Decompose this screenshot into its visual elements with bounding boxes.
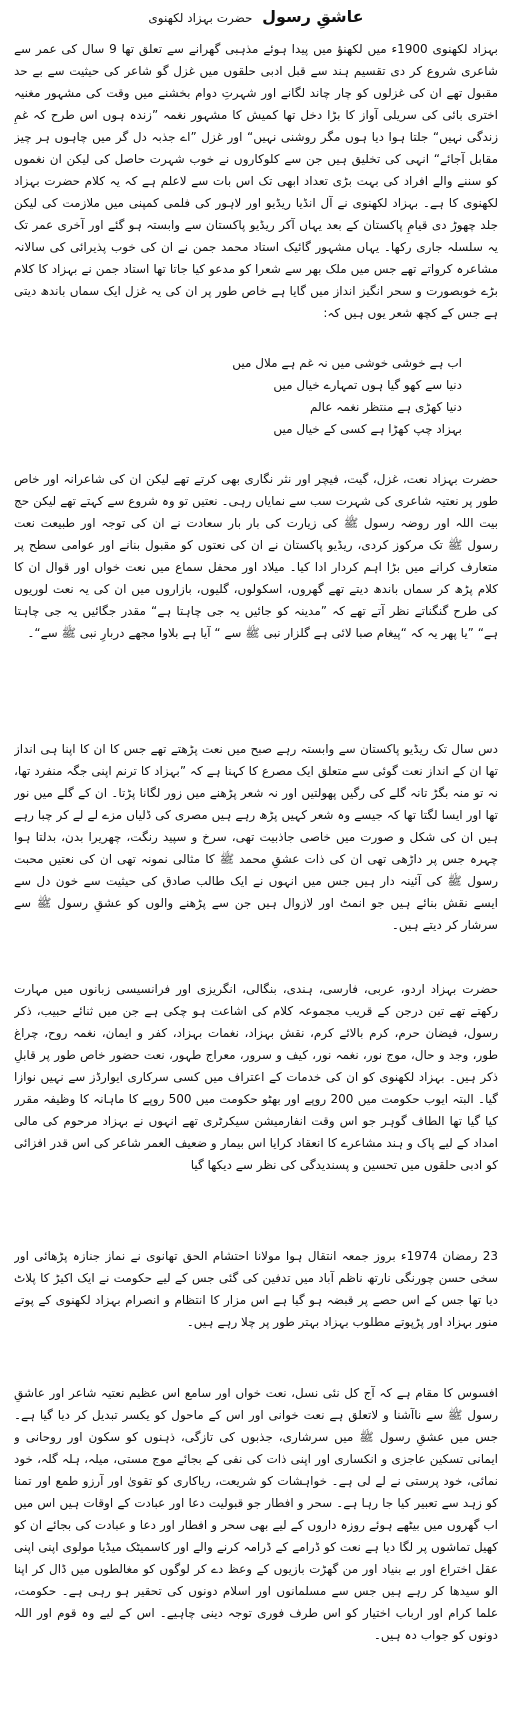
paragraph-3-text: دس سال تک ریڈیو پاکستان سے وابستہ رہے صبح میں نعت پڑھتے تھے جس کا ان کا اپنا ہی انداز تھا ان کے انداز نعت گوئی سے متعلق ایک مصرع کا کہنا ہے کہ ”بہزاد کا ترنم اپنی جگہ منفرد تھا، نہ تو منہ بگڑ تانہ گلے کی رگیں پھولتیں اور نہ شعر پڑھنے میں زور لگانا پڑتا۔ ان کے گلے میں نور تھا اور ایسا لگتا تھا کہ جیسے وہ شعر کہیں پڑھ رہے ہیں مصری کی ڈلیاں مزے لے لے کر چبا رہے ہیں ان کی شکل و صورت میں خاصی جاذبیت تھی، سرخ و سپید رنگت، چھریرا بدن، بدلتا ہوا چہرہ جس پر داڑھی تھی ان کی ذات عشقِ محمد ﷺ کا مثالی نمونہ تھی ان کی نعتیں محبت رسول ﷺ کی آئینہ دار ہیں جس میں انہوں نے ایک طالب صادق کی حیثیت سے خون دل سے ایسے نقش بنائے ہیں جو انمٹ اور لازوال ہیں جن سے پڑھنے والوں کو عشقِ رسول ﷺ سے سرشار کر دیتے ہیں۔ bbox=[14, 742, 498, 932]
paragraph-2-text: حضرت بہزاد نعت، غزل، گیت، فیچر اور نثر نگاری بھی کرتے تھے لیکن ان کی شاعرانہ اور خاص طور پر نعتیہ شاعری کی شہرت سب سے نمایاں رہی۔ نعتیں تو وہ شروع سے کہتے تھے لیکن حج بیت اللہ اور روضہ رسول ﷺ کی زیارت کی بار بار سعادت نے ان کی توجہ اور طبیعت نعت رسول ﷺ تک مرکوز کردی، ریڈیو پاکستان نے ان کی نعتوں کو مقبول بنانے اور عوامی سطح پر متعارف کرانے میں بڑا اہم کردار ادا کیا۔ میلاد اور محفل سماع میں نعت خواں اور قوال ان کا کلام پڑھ کر سماں باندھ دیتے تھے گھروں، اسکولوں، گلیوں، بازاروں میں ان کی یہ نعت لوریوں کی طرح گنگناتے نظر آتے تھے کہ ”مدینہ کو جائیں یہ جی چاہتا ہے“ مقدر جگائیں یہ جی چاہتا ہے“ ”یا پھر یہ کہ “پیغام صبا لائی ہے گلزار نبی ﷺ سے “ آیا ہے بلاوا مجھے دربارِ نبی ﷺ سے“۔ bbox=[14, 472, 498, 640]
paragraph-1-text: بہزاد لکھنوی 1900ء میں لکھنؤ میں پیدا ہوئے مذہبی گھرانے سے تعلق تھا 9 سال کی عمر سے شاعری شروع کر دی تقسیم ہند سے قبل ادبی حلقوں میں غزل گو شاعر کی حیثیت سے بے حد مقبول تھے ان کی غزلوں کو چار چاند لگانے اور شہرتِ دوام بخشنے میں وقت کی مشہور مغنیہ اختری بائی کی سریلی آواز کا بڑا دخل تھا کمیش کا مشہور نغمہ ”زندہ ہوں اس طرح کہ غمِ زندگی نہیں“ جلتا ہوا دیا ہوں مگر روشنی نہیں“ اور غزل ”اے جذبہ دل گر میں چاہوں ہر چیز مقابل آجائے“ انہی کی تخلیق ہیں جن سے کلوکاروں نے خوب شہرت حاصل کی لیکن ان نغموں کو سننے والے افراد کی بہت بڑی تعداد ابھی تک اس بات سے لاعلم ہے کہ یہ کلام حضرت بہزاد لکھنوی کا ہے۔ بہزاد لکھنوی نے آل انڈیا ریڈیو اور لاہور کی فلمی کمپنی میں ملازمت کی لیکن جلد چھوڑ دی قیامِ پاکستان کے بعد یہاں آکر ریڈیو پاکستان سے وابستہ ہو گئے اور آخری عمر تک یہ سلسلہ جاری رکھا۔ یہاں مشہور گائیک استاد محمد جمن نے ان کی خوب پذیرائی کی سالانہ مشاعرہ کرواتے تھے جس میں ملک بھر سے شعرا کو مدعو کیا جاتا تھا استاد جمن نے بہزاد کا کلام بڑے خوبصورت و سحر انگیز انداز میں گایا ہے خاص طور پر ان کی یہ غزل ایک سماں باندھ دیتی ہے جس کے کچھ شعر یوں ہیں کہ: bbox=[14, 42, 498, 320]
paragraph-1 bbox=[14, 38, 498, 351]
paragraph-3 bbox=[14, 738, 498, 968]
verse-line-2: دنیا سے کھو گیا ہوں تمہارے خیال میں bbox=[273, 378, 462, 392]
paragraph-5-text: 23 رمضان 1974ء بروز جمعہ انتقال ہوا مولانا احتشام الحق تھانوی نے نماز جنازہ پڑھائی اور سخی حسن چورنگی نارتھ ناظم آباد میں تدفین کی گئی جس کے لیے حکومت نے ایک اکیڑ کا پلاٹ دیا تھا جس کے اس حصے پر قبضہ ہو گیا ہے اس مزار کا انتظام و انصرام بہزاد لکھنوی کے پوتے منور بہزاد اور پڑپوتے مطلوب بہزاد بہتر طور پر چلا رہے ہیں۔ bbox=[14, 1249, 498, 1329]
paragraph-4-text: حضرت بہزاد اردو، عربی، فارسی، ہندی، بنگالی، انگریزی اور فرانسیسی زبانوں میں مہارت رکھتے تھے تین درجن کے قریب مجموعہ کلام کی اشاعت ہو چکی ہے جن میں ثنائے حبیب، ذکر رسول، فیضان حرم، کرم بالائے کرم، نقش بہزاد، نغمات بہزاد، کفر و ایمان، نغمہ روح، چراغ طور، وجد و حال، موج نور، نغمہ نور، کیف و سرور، معراج طہور، نعت حضور خاص طور پر قابلِ ذکر ہیں۔ بہزاد لکھنوی کو ان کی خدمات کے اعتراف میں کسی سرکاری ایوارڈز سے نہیں نوازا گیا۔ البتہ ایوب حکومت میں 200 روپے اور بھٹو حکومت میں 500 روپے کا ماہانہ کا وظیفہ مقرر کیا گیا تھا الطاف گوہر جو اس وقت انفارمیشن سیکرٹری تھے انہوں نے بہزاد مرحوم کی مالی امداد کے لیے پاک و ہند مشاعرے کا انعقاد کرایا اس بیمار و ضعیف العمر شاعر کی اس قدر افزائی کو ادبی حلقوں میں تحسین و پسندیدگی کی نظر سے دیکھا گیا bbox=[14, 982, 498, 1172]
subtitle-text: حضرت بہزاد لکھنوی bbox=[148, 11, 253, 25]
title-text: عاشقِ رسول bbox=[262, 7, 364, 26]
paragraph-2 bbox=[14, 468, 498, 730]
article-title bbox=[0, 6, 512, 29]
verse-line-3: دنیا کھڑی ہے منتظر نغمہ عالم bbox=[309, 400, 462, 414]
paragraph-6 bbox=[14, 1382, 498, 1712]
paragraph-4 bbox=[14, 978, 498, 1208]
verse-block bbox=[14, 352, 498, 440]
paragraph-6-text: افسوس کا مقام ہے کہ آج کل نئی نسل، نعت خواں اور سامع اس عظیم نعتیہ شاعر اور عاشقِ رسول ﷺ سے ناآشنا و لاتعلق ہے نعت خوانی اور اس کے ماحول کو یکسر تبدیل کر دیا گیا ہے۔ جس میں عشقِ رسول ﷺ میں سرشاری، جذبوں کی تازگی، ذہنوں کو سکون اور روحانی و ایمانی تسکین عاجزی و انکساری اور اپنی ذات کی نفی کے بجائے موج مستی، میلہ، ہلہ گلہ، خود نمائی، خود پرستی نے لے لی ہے۔ خواہشات کو شریعت، ریاکاری کو تقویٰ اور آرزو طمع اور تمنا کو زہد سے تعبیر کیا جا رہا ہے۔ سحر و افطار جو قبولیت دعا اور عبادت کے اوقات ہیں اس میں اب گھروں میں بیٹھے ہوئے روزہ داروں کے لیے بھی سحر و افطار اور دعا و عبادت کی بجائے ان کو کھیل تماشوں پر لگا دیا ہے نعت کو ڈرامے کے ڈرامہ کرنے والے اور کاسمیٹک میڈیا مولوی اپنی اپنی عقل اختراع اور بے بنیاد اور من گھڑت بازیوں کے وعظ دے کر لوگوں کو مغالطوں میں ڈال کر اپنا الو سیدھا کر رہے ہیں جس سے مسلمانوں اور اسلام دونوں کی تحقیر ہو رہی ہے۔ حکومت، علما کرام اور ارباب اختیار کو اس طرف فوری توجہ دینی چاہیے۔ اس کے لیے وہ قوم اور اللہ دونوں کو جواب دہ ہیں۔ bbox=[14, 1386, 498, 1642]
verse-line-1: اب ہے خوشی خوشی میں نہ غم ہے ملال میں bbox=[232, 356, 462, 370]
paragraph-5 bbox=[14, 1245, 498, 1371]
verse-line-4: بہزاد چپ کھڑا ہے کسی کے خیال میں bbox=[273, 422, 462, 436]
